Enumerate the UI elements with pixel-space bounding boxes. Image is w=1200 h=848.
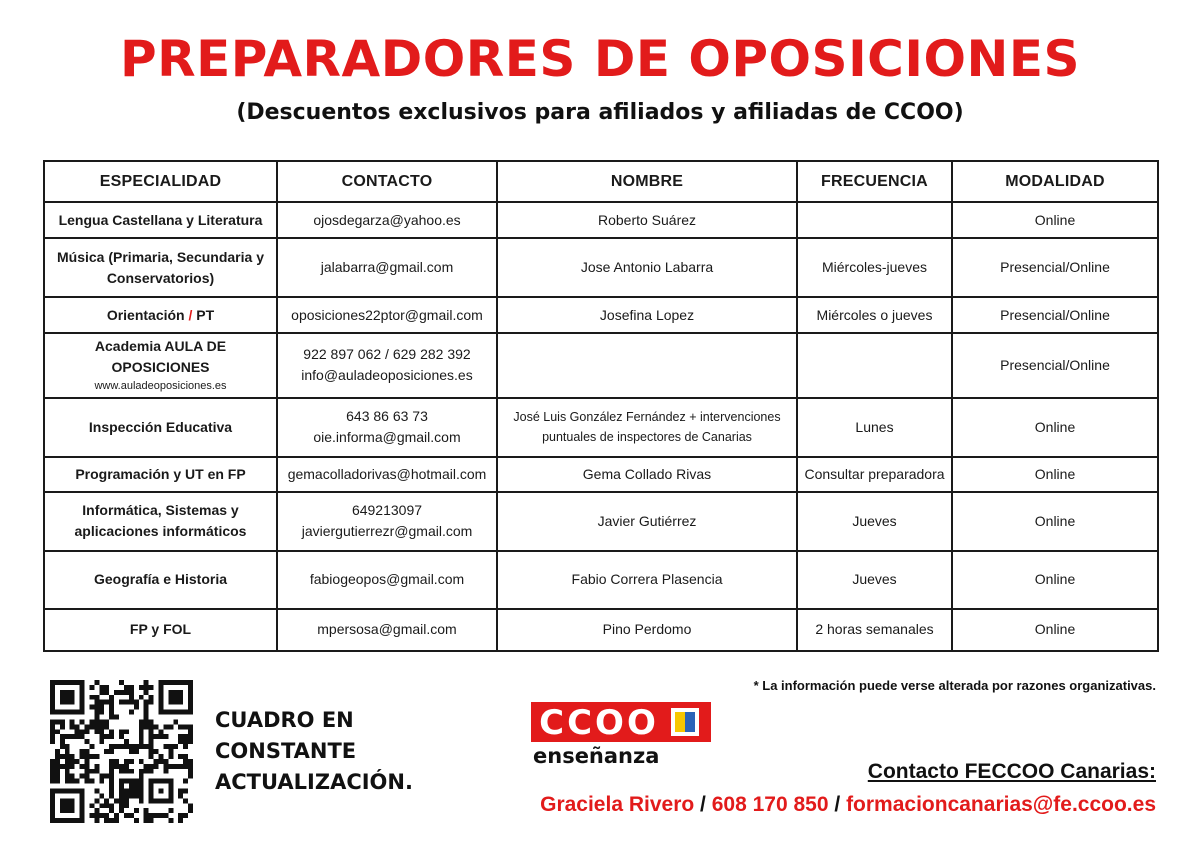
- cell-contacto[interactable]: fabiogeopos@gmail.com: [277, 551, 497, 609]
- cell-frecuencia: Jueves: [797, 492, 952, 551]
- cell-nombre: José Luis González Fernández + intervenciones puntuales de inspectores de Canarias: [497, 398, 797, 457]
- contact-name: Graciela Rivero: [540, 793, 695, 816]
- qr-code[interactable]: [50, 680, 193, 823]
- cell-contacto[interactable]: oposiciones22ptor@gmail.com: [277, 297, 497, 333]
- cell-especialidad: FP y FOL: [44, 609, 277, 651]
- column-header-especialidad: ESPECIALIDAD: [44, 161, 277, 202]
- cell-contacto[interactable]: mpersosa@gmail.com: [277, 609, 497, 651]
- update-line: ACTUALIZACIÓN.: [215, 770, 413, 794]
- cell-contacto[interactable]: gemacolladorivas@hotmail.com: [277, 457, 497, 492]
- preparadores-table: [43, 160, 1159, 652]
- contact-title: Contacto FECCOO Canarias:: [867, 760, 1156, 783]
- cell-especialidad: Informática, Sistemas y aplicaciones informáticos: [44, 492, 277, 551]
- contacto-email[interactable]: javiergutierrezr@gmail.com: [301, 523, 473, 539]
- column-header-nombre: NOMBRE: [497, 161, 797, 202]
- cell-frecuencia: Miércoles o jueves: [797, 297, 952, 333]
- update-notice: [215, 705, 445, 798]
- contact-email[interactable]: formacioncanarias@fe.ccoo.es: [846, 793, 1156, 816]
- table-row: [44, 238, 1158, 297]
- cell-modalidad: Online: [952, 492, 1158, 551]
- contact-line: [520, 793, 1156, 817]
- table-row: [44, 333, 1158, 398]
- cell-frecuencia: [797, 333, 952, 398]
- cell-nombre: [497, 333, 797, 398]
- cell-especialidad: Inspección Educativa: [44, 398, 277, 457]
- especialidad-part-b: PT: [196, 306, 215, 323]
- cell-especialidad: Música (Primaria, Secundaria y Conservatorios): [44, 238, 277, 297]
- cell-especialidad: [44, 297, 277, 333]
- cell-nombre: Josefina Lopez: [497, 297, 797, 333]
- cell-contacto: [277, 492, 497, 551]
- update-line: CONSTANTE: [215, 739, 357, 763]
- especialidad-separator: /: [188, 306, 193, 323]
- page-subtitle: (Descuentos exclusivos para afiliados y afiliadas de CCOO): [236, 100, 964, 125]
- contacto-email[interactable]: oie.informa@gmail.com: [313, 429, 461, 445]
- cell-nombre: Fabio Correra Plasencia: [497, 551, 797, 609]
- ccoo-logo: [531, 702, 711, 742]
- cell-frecuencia: Consultar preparadora: [797, 457, 952, 492]
- table-row: [44, 297, 1158, 333]
- contacto-email[interactable]: info@auladeoposiciones.es: [301, 367, 473, 384]
- update-line: CUADRO EN: [215, 708, 354, 732]
- cell-nombre: Javier Gutiérrez: [497, 492, 797, 551]
- table-row: [44, 457, 1158, 492]
- table-row: [44, 609, 1158, 651]
- contacto-phone[interactable]: 649213097: [351, 502, 423, 518]
- table-row: [44, 492, 1158, 551]
- contact-separator: /: [834, 793, 841, 816]
- cell-modalidad: Online: [952, 609, 1158, 651]
- disclaimer-note: * La información puede verse alterada por razones organizativas.: [753, 678, 1156, 693]
- column-header-modalidad: MODALIDAD: [952, 161, 1158, 202]
- cell-frecuencia: [797, 202, 952, 238]
- contact-phone[interactable]: 608 170 850: [711, 793, 829, 816]
- academia-website[interactable]: www.auladeoposiciones.es: [94, 380, 227, 392]
- table-row: [44, 551, 1158, 609]
- especialidad-part-a: Orientación: [106, 306, 185, 323]
- cell-modalidad: Online: [952, 551, 1158, 609]
- cell-nombre: Roberto Suárez: [497, 202, 797, 238]
- cell-especialidad: [44, 333, 277, 398]
- column-header-contacto: CONTACTO: [277, 161, 497, 202]
- page-title: PREPARADORES DE OPOSICIONES: [120, 30, 1080, 88]
- cell-especialidad: Programación y UT en FP: [44, 457, 277, 492]
- cell-frecuencia: Jueves: [797, 551, 952, 609]
- cell-nombre: Jose Antonio Labarra: [497, 238, 797, 297]
- cell-especialidad: Geografía e Historia: [44, 551, 277, 609]
- contacto-phone[interactable]: 643 86 63 73: [346, 408, 428, 424]
- table-header-row: [44, 161, 1158, 202]
- logo-subtitle: enseñanza: [533, 744, 660, 768]
- contact-separator: /: [700, 793, 706, 816]
- contacto-phone[interactable]: 922 897 062 / 629 282 392: [303, 346, 471, 363]
- column-header-frecuencia: FRECUENCIA: [797, 161, 952, 202]
- cell-frecuencia: Lunes: [797, 398, 952, 457]
- cell-nombre: Pino Perdomo: [497, 609, 797, 651]
- cell-contacto: [277, 333, 497, 398]
- cell-contacto[interactable]: jalabarra@gmail.com: [277, 238, 497, 297]
- cell-especialidad: Lengua Castellana y Literatura: [44, 202, 277, 238]
- cell-modalidad: Presencial/Online: [952, 238, 1158, 297]
- cell-frecuencia: 2 horas semanales: [797, 609, 952, 651]
- logo-text: CCOO: [539, 703, 659, 742]
- table-row: [44, 202, 1158, 238]
- cell-modalidad: Online: [952, 202, 1158, 238]
- cell-contacto: [277, 398, 497, 457]
- especialidad-name: Academia AULA DE OPOSICIONES: [94, 338, 227, 375]
- cell-frecuencia: Miércoles-jueves: [797, 238, 952, 297]
- table-row: [44, 398, 1158, 457]
- cell-modalidad: Online: [952, 457, 1158, 492]
- cell-modalidad: Online: [952, 398, 1158, 457]
- cell-modalidad: Presencial/Online: [952, 297, 1158, 333]
- cell-contacto[interactable]: ojosdegarza@yahoo.es: [277, 202, 497, 238]
- cell-nombre: Gema Collado Rivas: [497, 457, 797, 492]
- cell-modalidad: Presencial/Online: [952, 333, 1158, 398]
